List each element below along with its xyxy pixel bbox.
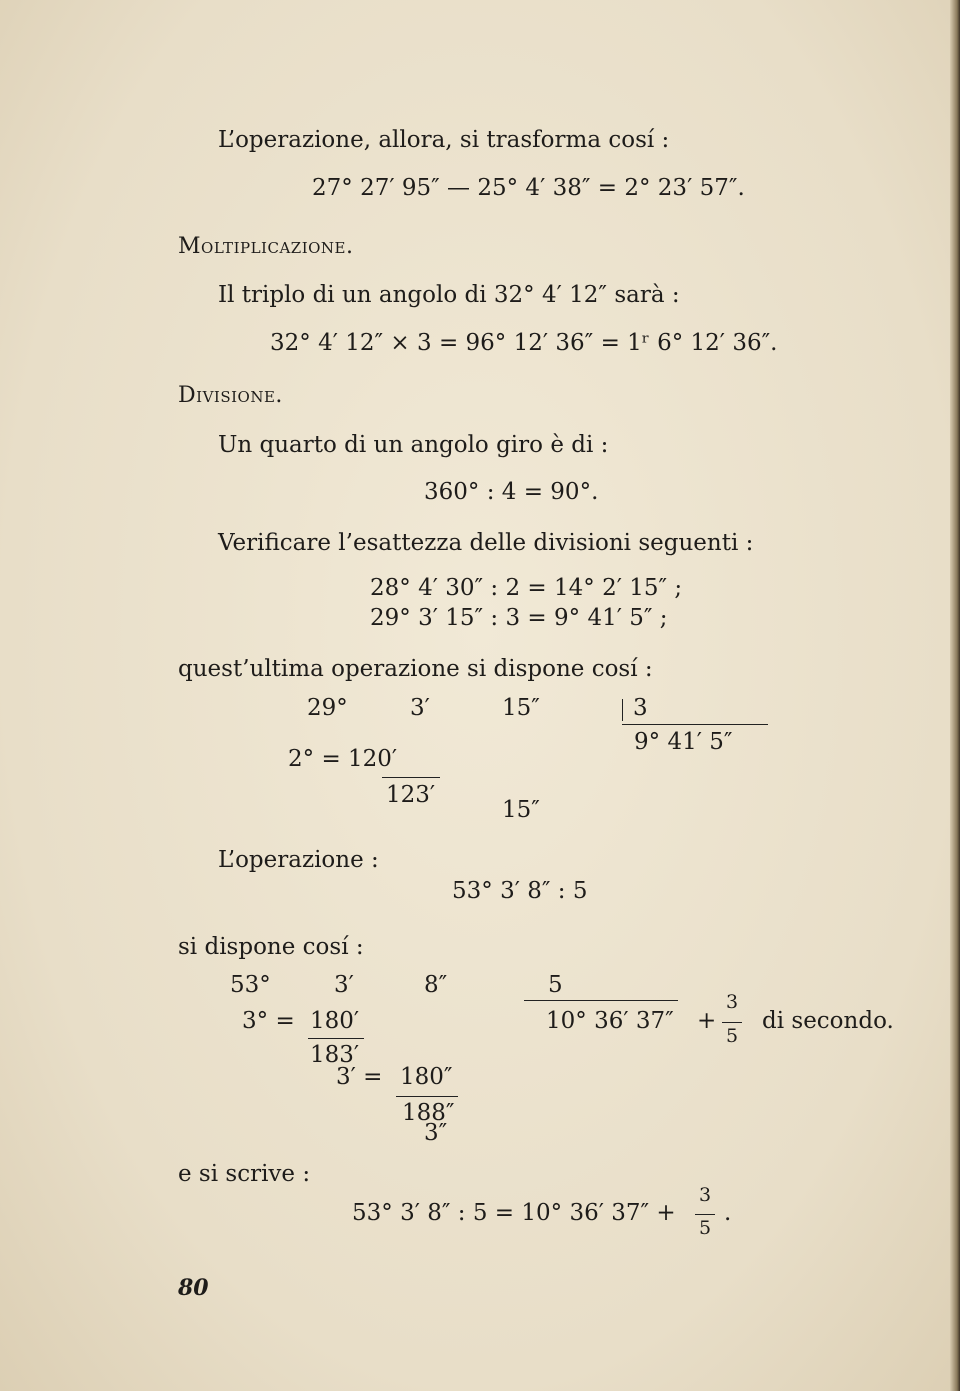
page-number: 80: [178, 1275, 209, 1301]
final-fraction-denominator: 5: [699, 1217, 712, 1239]
div2-quotient: 10° 36′ 37″: [546, 1008, 674, 1034]
verify-equation-1: 28° 4′ 30″ : 2 = 14° 2′ 15″ ;: [370, 575, 683, 601]
div2-sum-min: 183′: [310, 1042, 360, 1068]
division-equation: 360° : 4 = 90°.: [424, 479, 599, 505]
div2-dividend-sec: 8″: [424, 972, 448, 998]
div2-fraction-numerator: 3: [726, 991, 739, 1013]
div2-remainder-sec: 3″: [424, 1120, 448, 1146]
final-fraction-numerator: 3: [699, 1184, 712, 1206]
page-edge: [950, 0, 960, 1391]
subtraction-equation: 27° 27′ 95″ — 25° 4′ 38″ = 2° 23′ 57″.: [312, 175, 745, 201]
div2-fraction-denominator: 5: [726, 1025, 739, 1047]
div2-dividend-min: 3′: [334, 972, 354, 998]
div1-remainder-step: 2° = 120′: [288, 746, 398, 772]
verify-equation-2: 29° 3′ 15″ : 3 = 9° 41′ 5″ ;: [370, 605, 668, 631]
div1-vertical-bar: [622, 699, 623, 721]
div1-divisor: 3: [633, 695, 648, 721]
div1-quotient-line: [622, 724, 768, 725]
div2-fraction-tail: di secondo.: [762, 1008, 894, 1034]
last-operation-text: quest’ultima operazione si dispone cosí :: [178, 656, 653, 682]
div2-quotient-line: [524, 1000, 678, 1001]
div2-step1: 3° =: [242, 1008, 295, 1034]
multiplication-text: Il triplo di un angolo di 32° 4′ 12″ sarà :: [218, 282, 680, 308]
div1-remainder-sec: 15″: [502, 797, 540, 823]
div1-quotient: 9° 41′ 5″: [634, 729, 733, 755]
div2-step1-value: 180′: [310, 1008, 360, 1034]
intro-line: L’operazione, allora, si trasforma cosí :: [218, 127, 670, 153]
div2-sum-sec: 188″: [402, 1100, 455, 1126]
heading-moltiplicazione: Moltiplicazione.: [178, 234, 354, 259]
div1-dividend-min: 3′: [410, 695, 430, 721]
div1-dividend-sec: 15″: [502, 695, 540, 721]
heading-divisione: Divisione.: [178, 383, 283, 408]
operation-label: L’operazione :: [218, 847, 379, 873]
div2-plus: +: [697, 1008, 717, 1034]
div2-fraction-bar: [722, 1022, 742, 1023]
write-text: e si scrive :: [178, 1161, 311, 1187]
final-expression: 53° 3′ 8″ : 5 = 10° 36′ 37″ +: [352, 1200, 676, 1226]
div2-dividend-deg: 53°: [230, 972, 271, 998]
division-text: Un quarto di un angolo giro è di :: [218, 432, 609, 458]
div1-dividend-deg: 29°: [307, 695, 348, 721]
dispose-text: si dispone cosí :: [178, 934, 364, 960]
div1-sum-min: 123′: [386, 782, 436, 808]
multiplication-equation: 32° 4′ 12″ × 3 = 96° 12′ 36″ = 1ʳ 6° 12′ 36″.: [270, 330, 778, 356]
verify-text: Verificare l’esattezza delle divisioni seguenti :: [218, 530, 754, 556]
div2-sum-line-sec: [396, 1096, 458, 1097]
div2-sum-line-min: [308, 1038, 364, 1039]
final-fraction-bar: [695, 1214, 715, 1215]
final-dot: .: [724, 1200, 732, 1226]
div2-step2: 3′ =: [336, 1064, 383, 1090]
operation-2-expression: 53° 3′ 8″ : 5: [452, 878, 588, 904]
div1-sum-line: [382, 777, 440, 778]
div2-divisor: 5: [548, 972, 563, 998]
div2-step2-value: 180″: [400, 1064, 453, 1090]
